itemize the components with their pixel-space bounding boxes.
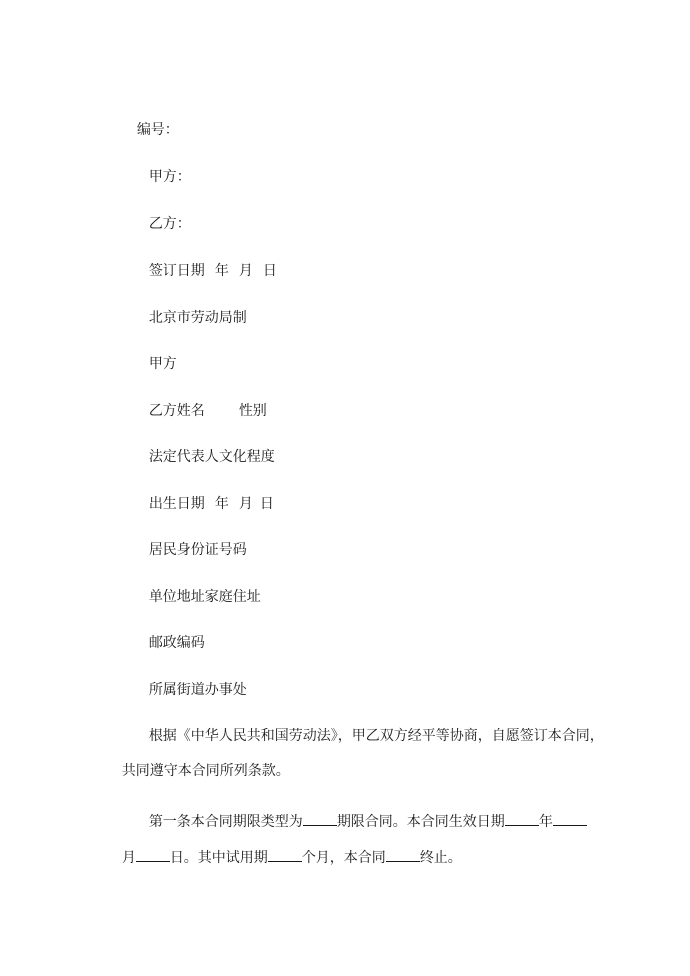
serial-number-text: 编号：: [136, 122, 179, 138]
birth-date-day: 日: [259, 496, 274, 512]
effective-year-blank: [505, 811, 539, 826]
termination-blank: [386, 847, 420, 862]
effective-day-blank: [136, 847, 170, 862]
sign-date-month: 月: [238, 263, 253, 279]
sign-date-year: 年: [214, 263, 229, 279]
article1-month: 月: [121, 850, 136, 866]
gender-label: 性别: [238, 403, 267, 419]
article1-line2: [104, 827, 690, 888]
intro-text-2: 共同遵守本合同所列条款。: [121, 763, 290, 779]
issuer-text: 北京市劳动局制: [148, 310, 247, 326]
article1-text-3: 日。其中试用期: [169, 850, 268, 866]
postal-code-label: 邮政编码: [148, 635, 205, 651]
effective-month-blank: [553, 811, 587, 826]
legal-rep-label: 法定代表人文化程度: [148, 449, 275, 465]
article1-text-5: 终止。: [419, 850, 462, 866]
party-a-text: 甲方：: [148, 169, 191, 185]
party-a-plain: 甲方: [148, 356, 177, 372]
address-label: 单位地址家庭住址: [148, 589, 261, 605]
article1-text-2: 期限合同。本合同生效日期: [336, 814, 505, 830]
probation-blank: [268, 847, 302, 862]
party-b-text: 乙方：: [148, 216, 191, 232]
intro-text-1: 根据《中华人民共和国劳动法》，甲乙双方经平等协商，自愿签订本合同，: [148, 728, 604, 744]
street-office-label: 所属街道办事处: [148, 682, 247, 698]
birth-date-label: 出生日期: [148, 496, 205, 512]
article1-text-4: 个月，本合同: [301, 850, 386, 866]
party-b-name-label: 乙方姓名: [148, 403, 205, 419]
sign-date-label: 签订日期: [148, 263, 205, 279]
id-number-label: 居民身份证号码: [148, 542, 247, 558]
article1-text-1: 第一条本合同期限类型为: [148, 814, 303, 830]
article1-year: 年: [538, 814, 553, 830]
birth-date-year: 年: [214, 496, 229, 512]
birth-date-month: 月: [238, 496, 253, 512]
sign-date-day: 日: [262, 263, 277, 279]
term-type-blank: [303, 811, 337, 826]
